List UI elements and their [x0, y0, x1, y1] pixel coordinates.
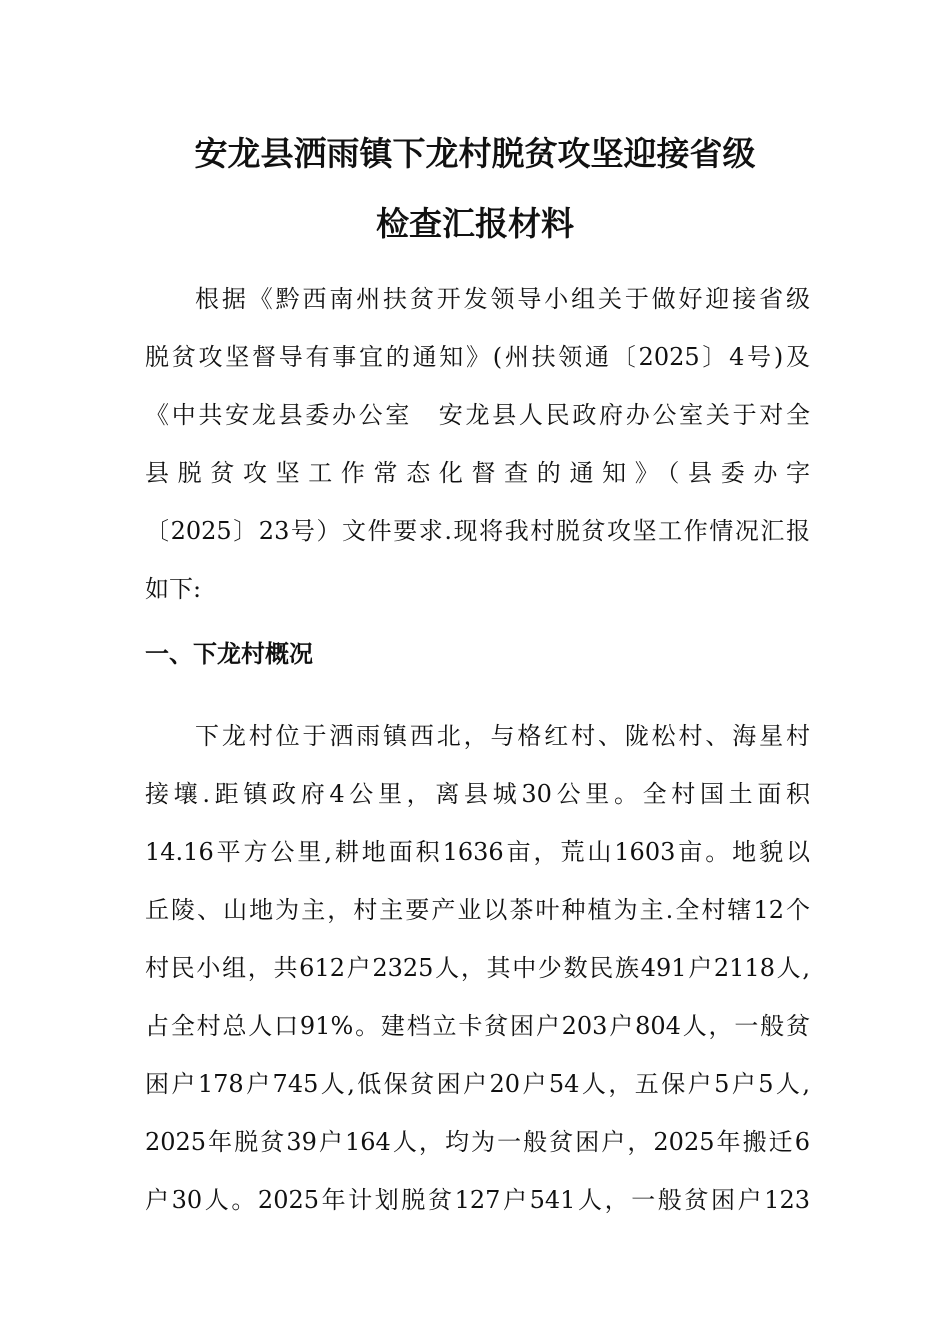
intro-line: 《中共安龙县委办公室 安龙县人民政府办公室关于对全 [145, 401, 810, 429]
section1-line: 下龙村位于洒雨镇西北，与格红村、陇松村、海星村 [195, 722, 810, 750]
section1-line: 困户178户745人,低保贫困户20户54人，五保户5户5人, [145, 1070, 810, 1098]
intro-line: 如下: [145, 575, 202, 603]
intro-line: 脱贫攻坚督导有事宜的通知》(州扶领通〔2025〕4号)及 [145, 343, 810, 371]
section1-line: 14.16平方公里,耕地面积1636亩，荒山1603亩。地貌以 [145, 838, 810, 866]
section1-line: 村民小组，共612户2325人，其中少数民族491户2118人, [145, 954, 810, 982]
document-title-line-1: 安龙县洒雨镇下龙村脱贫攻坚迎接省级 [194, 134, 756, 173]
section-heading: 一、下龙村概况 [145, 640, 313, 668]
section1-paragraph [145, 707, 810, 1229]
section1-line: 户30人。2025年计划脱贫127户541人，一般贫困户123 [145, 1186, 810, 1214]
section1-line: 接壤.距镇政府4公里，离县城30公里。全村国土面积 [145, 780, 810, 808]
document-title-line-2: 检查汇报材料 [376, 204, 574, 243]
intro-line: 县脱贫攻坚工作常态化督查的通知》（县委办字 [145, 459, 810, 487]
intro-line: 根据《黔西南州扶贫开发领导小组关于做好迎接省级 [195, 285, 810, 313]
section1-line: 2025年脱贫39户164人，均为一般贫困户，2025年搬迁6 [145, 1128, 810, 1156]
intro-paragraph [145, 270, 810, 618]
section1-line: 占全村总人口91%。建档立卡贫困户203户804人，一般贫 [145, 1012, 810, 1040]
section1-line: 丘陵、山地为主，村主要产业以茶叶种植为主.全村辖12个 [145, 896, 810, 924]
intro-line: 〔2025〕23号）文件要求.现将我村脱贫攻坚工作情况汇报 [145, 517, 810, 545]
